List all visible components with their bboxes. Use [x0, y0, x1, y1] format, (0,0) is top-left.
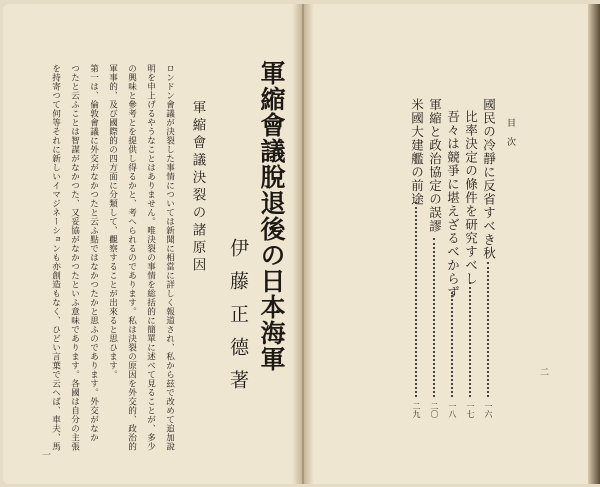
- body-line: の興味と參考とを提供し得るかと、考へられるのであります。私は決裂の原因を外交的、政治的: [126, 64, 137, 451]
- toc-leader: [433, 238, 437, 397]
- body-line: つたと云ふことは智謀がなかつた、又妥協がなかつたといふ意味であります。各國は自分の主張: [69, 64, 80, 451]
- page-number: 二: [540, 368, 550, 378]
- toc-entry-page: 一六: [484, 402, 493, 418]
- toc-leader: [415, 202, 419, 397]
- author-name: 伊藤正德著: [227, 238, 249, 403]
- toc-entry-title: 國民の冷靜に反省すべき秋: [481, 98, 497, 260]
- toc-entry-page: 二九: [412, 402, 421, 418]
- toc-entry-page: 二〇: [430, 402, 439, 418]
- toc-header: 目次: [505, 118, 515, 156]
- book-gutter: [292, 4, 314, 484]
- body-line: 第一は、倫敦會議に外交がなかつたと云ふ點ではなかつたかと思ふのであります。外交がなか: [88, 64, 99, 442]
- section-heading: 軍縮會議決裂の諸原因: [189, 100, 206, 275]
- body-line: 明を申上げるやうなことはありません。唯決裂の事情を総括的に簡單に述べて見ることが、多少: [145, 64, 156, 451]
- page-edge: [588, 4, 600, 484]
- page-number: 一: [42, 451, 52, 461]
- toc-leader: [487, 262, 491, 397]
- toc-entry-title: 軍縮と政治協定の誤謬: [427, 98, 443, 233]
- toc-entry-title: 米國大建艦の前途: [409, 98, 425, 206]
- toc-leader: [469, 282, 473, 397]
- body-line: 軍事的、及び國際的の四方面に分類して、觀察することが出來ると思ひます。: [107, 64, 118, 379]
- toc-entry-title: 比率決定の條件を研究すべし: [463, 110, 479, 286]
- article-title: 軍縮會議脫退後の日本海軍: [257, 60, 286, 372]
- toc-leader: [451, 292, 455, 397]
- body-line: ロンドン會議が決裂した事情については新聞に相當に詳しく報道され、私から玆で改めて追加說: [164, 64, 175, 451]
- toc-entry-page: 一七: [466, 402, 475, 418]
- toc-entry-title: 吾々は競爭に堪えざるべからず: [445, 110, 461, 299]
- body-line: を持寄つて何等それに新しいイマジネーションも亦創造もなく、ひどい言葉で云へば、車夫、馬: [50, 64, 61, 451]
- toc-entry-page: 一八: [448, 402, 457, 418]
